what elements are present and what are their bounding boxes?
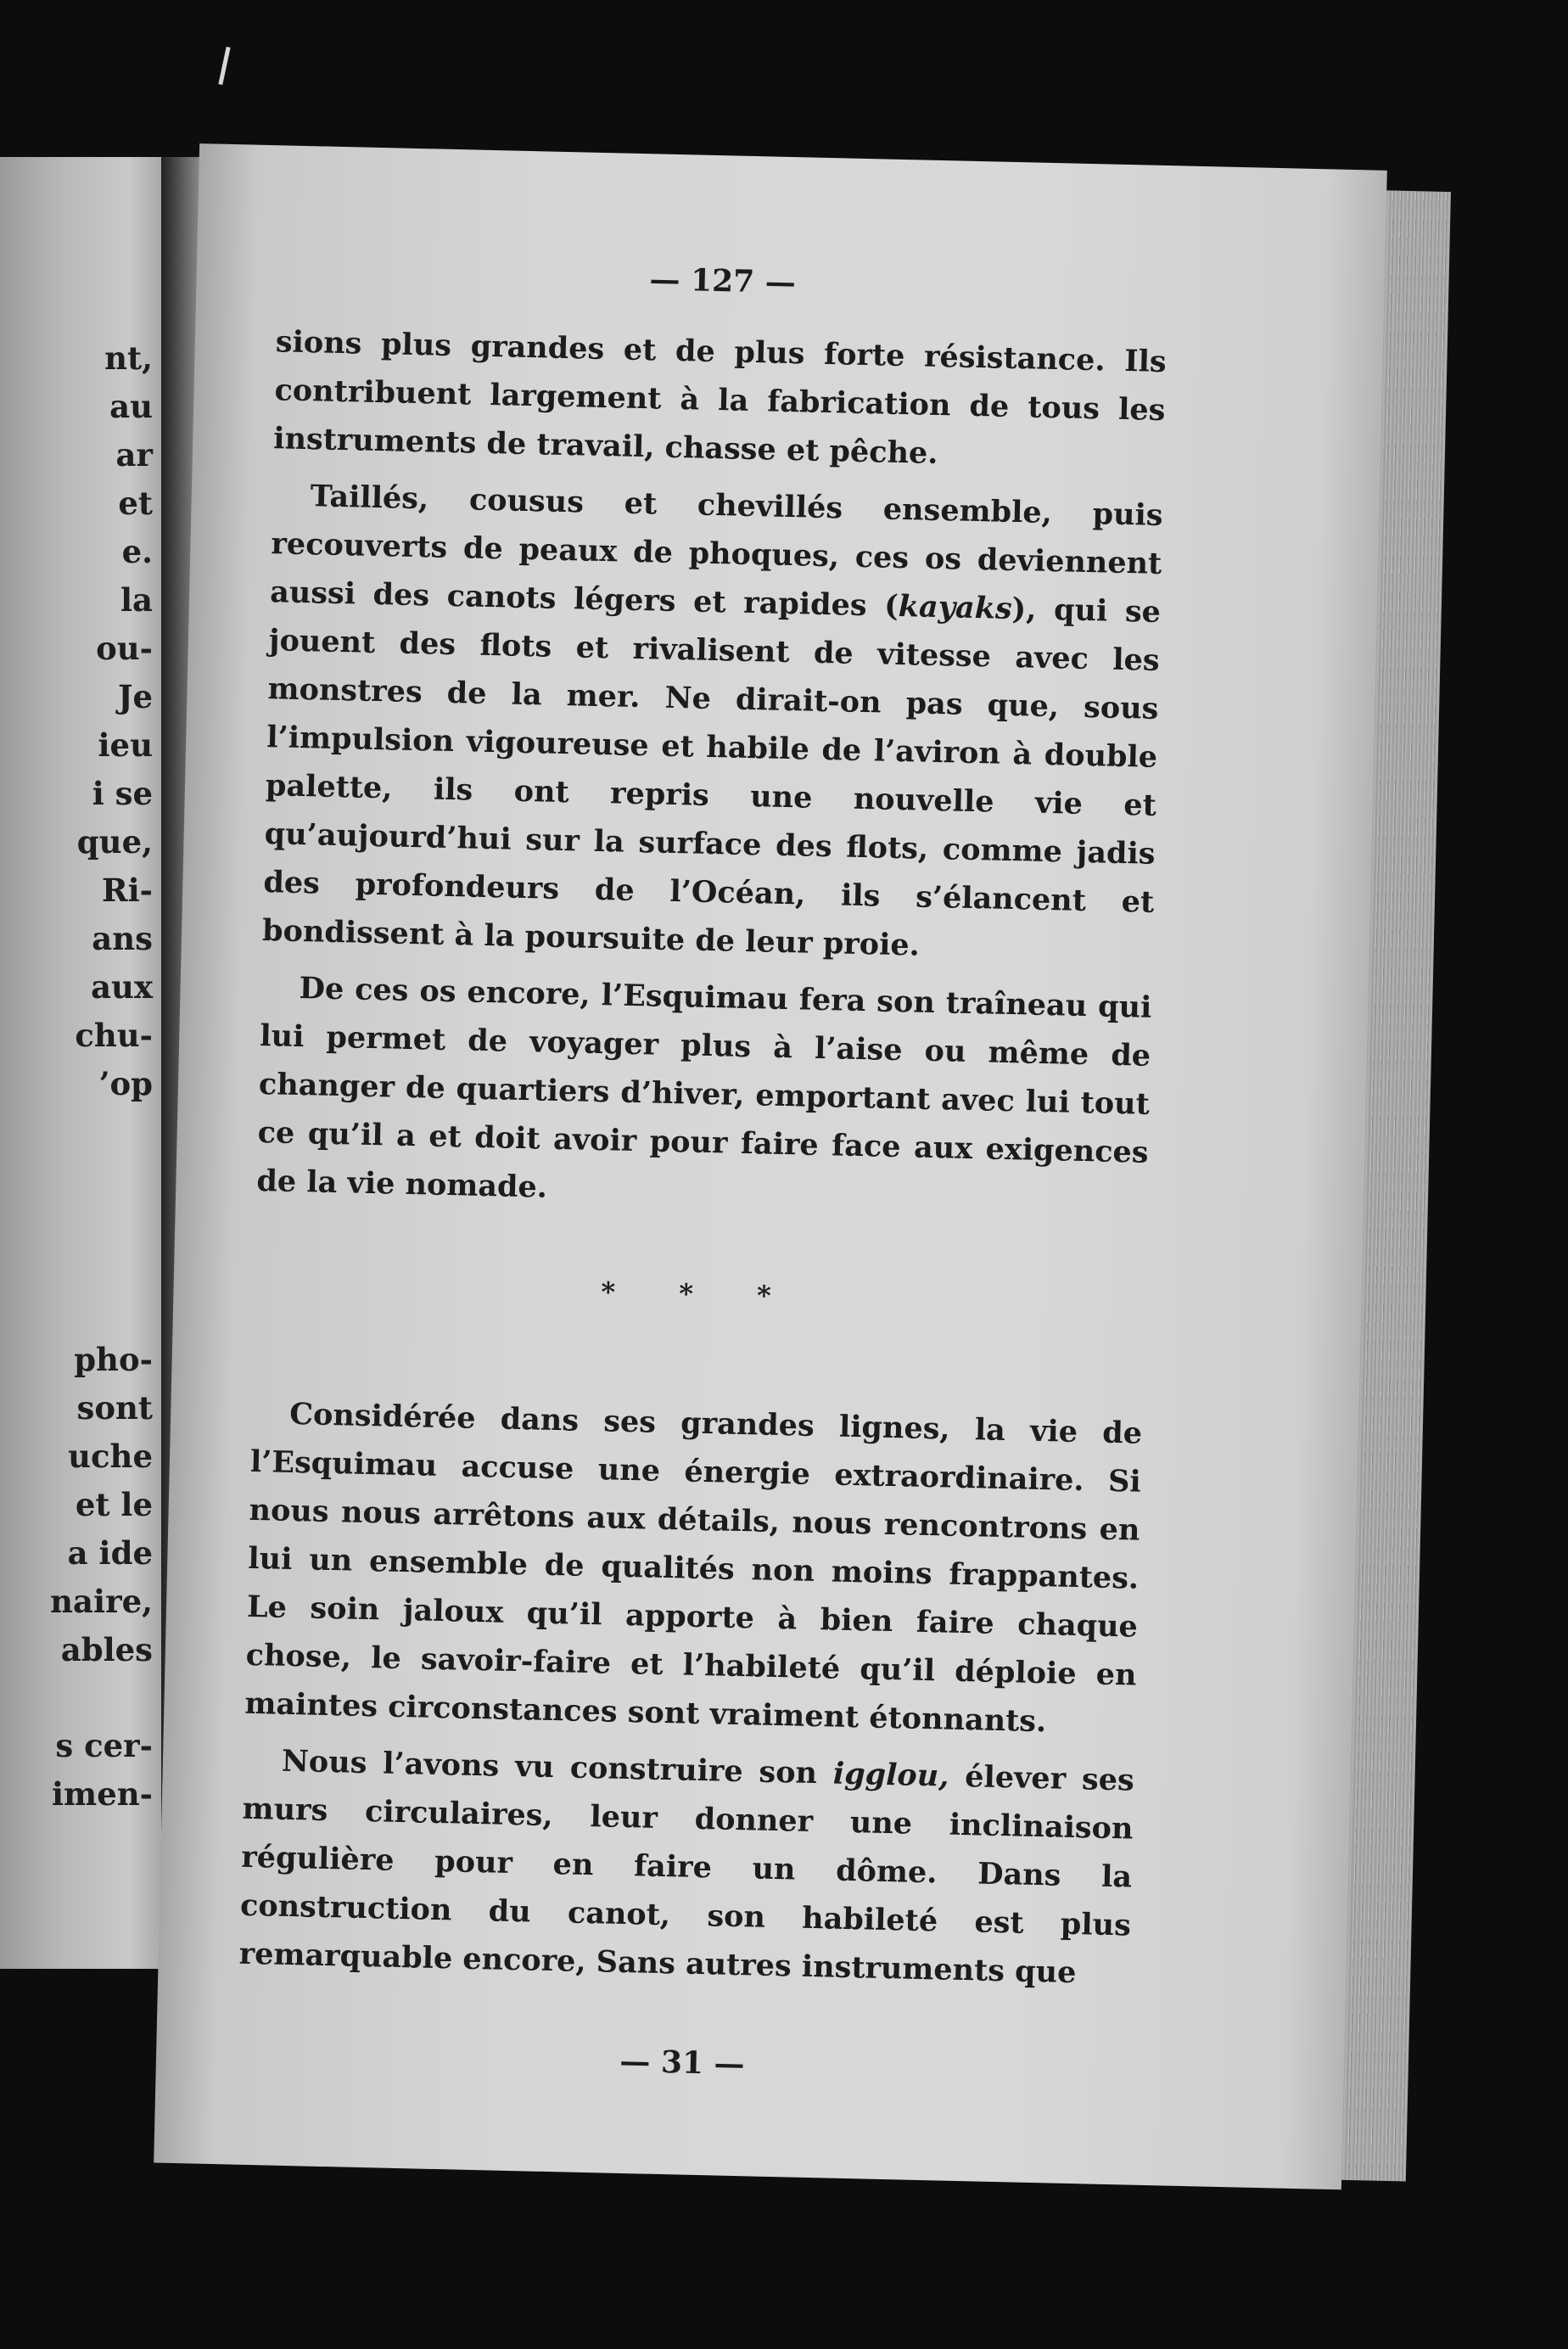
left-fragment: ans bbox=[92, 920, 153, 957]
paragraph-2 bbox=[262, 471, 1164, 975]
left-fragment: imen- bbox=[51, 1775, 153, 1813]
left-fragment: chu- bbox=[75, 1017, 153, 1054]
italic-term: kayaks bbox=[898, 588, 1013, 626]
left-fragment: et le bbox=[75, 1486, 153, 1523]
left-fragment: a ide bbox=[67, 1534, 153, 1572]
left-fragment: la bbox=[120, 581, 153, 619]
left-page bbox=[0, 157, 161, 1969]
right-page bbox=[154, 143, 1387, 2189]
paragraph-2-text: Taillés, cousus et chevillés ensemble, puis recouverts de peaux de phoques, ces os deviennent aussi des canots légers et rapides ( bbox=[269, 479, 1163, 624]
page-header-number: — 127 — bbox=[649, 261, 797, 301]
paragraph-5-text: Nous l’avons vu construire son bbox=[281, 1743, 834, 1791]
paragraph-1: sions plus grandes et de plus forte résistance. Ils contribuent largement à la fabrication de tous les instruments de travail, chasse et pêche. bbox=[272, 324, 1168, 471]
left-fragment: e. bbox=[121, 533, 153, 570]
left-fragment: ieu bbox=[98, 726, 153, 764]
left-fragment: que, bbox=[76, 823, 153, 861]
left-fragment: ’op bbox=[98, 1065, 153, 1102]
section-separator: * * * bbox=[600, 1275, 799, 1313]
left-fragment: pho- bbox=[74, 1341, 153, 1378]
left-fragment: uche bbox=[68, 1438, 153, 1475]
page-content bbox=[236, 247, 1168, 2097]
paragraph-3: De ces os encore, l’Esquimau fera son traîneau qui lui permet de voyager plus à l’aise ou même de changer de quartiers d’hiver, emportant avec lui tout ce qu’il a et doit avoir pour faire face aux exigences de la vie nomade. bbox=[256, 971, 1152, 1205]
scan-mark bbox=[218, 47, 230, 85]
left-fragment: ables bbox=[60, 1631, 153, 1668]
left-fragment: s cer- bbox=[55, 1727, 153, 1764]
left-fragment: nt, bbox=[104, 339, 153, 377]
paragraph-5 bbox=[238, 1736, 1134, 1999]
paragraph-2-rest: ), qui se jouent des flots et rivalisent de vitesse avec les monstres de la mer. Ne dirait-on pas que, sous l’impulsion vigoureuse et habile de l’aviron à double palette, ils ont repris une nouvelle vie et qu’aujourd’hui sur la surface des flots, comme jadis des profondeurs de l’Océan, ils s’élancent et bondissent à la poursuite de leur proie. bbox=[261, 591, 1162, 963]
left-fragment: Je bbox=[117, 678, 153, 715]
left-fragment: au bbox=[109, 388, 153, 425]
left-fragment: sont bbox=[76, 1389, 153, 1427]
left-page-text-fragments bbox=[0, 157, 161, 1969]
paragraph-4: Considérée dans ses grandes lignes, la vie de l’Esquimau accuse une énergie extraordinaire. Si nous nous arrêtons aux détails, nous rencontrons en lui un ensemble de qualités non moins frappantes. Le soin jaloux qu’il apporte à bien faire chaque chose, le savoir-faire et l’habileté qu’il déploie en maintes circonstances sont vraiment étonnants. bbox=[244, 1396, 1143, 1740]
left-fragment: naire, bbox=[50, 1583, 153, 1620]
left-fragment: Ri- bbox=[101, 872, 153, 909]
page-footer-number: — 31 — bbox=[619, 2043, 746, 2083]
left-fragment: ou- bbox=[96, 630, 153, 667]
left-fragment: ar bbox=[115, 436, 153, 474]
italic-term: igglou, bbox=[832, 1756, 949, 1794]
paragraph-5-rest: élever ses murs circulaires, leur donner une inclinaison régulière pour en faire un dôme. Dans la construction du canot, son habileté est plus remarquable encore, Sans autres instruments que bbox=[238, 1758, 1135, 1991]
left-fragment: i se bbox=[92, 775, 153, 812]
left-fragment: aux bbox=[91, 968, 153, 1006]
left-fragment: et bbox=[118, 485, 153, 522]
